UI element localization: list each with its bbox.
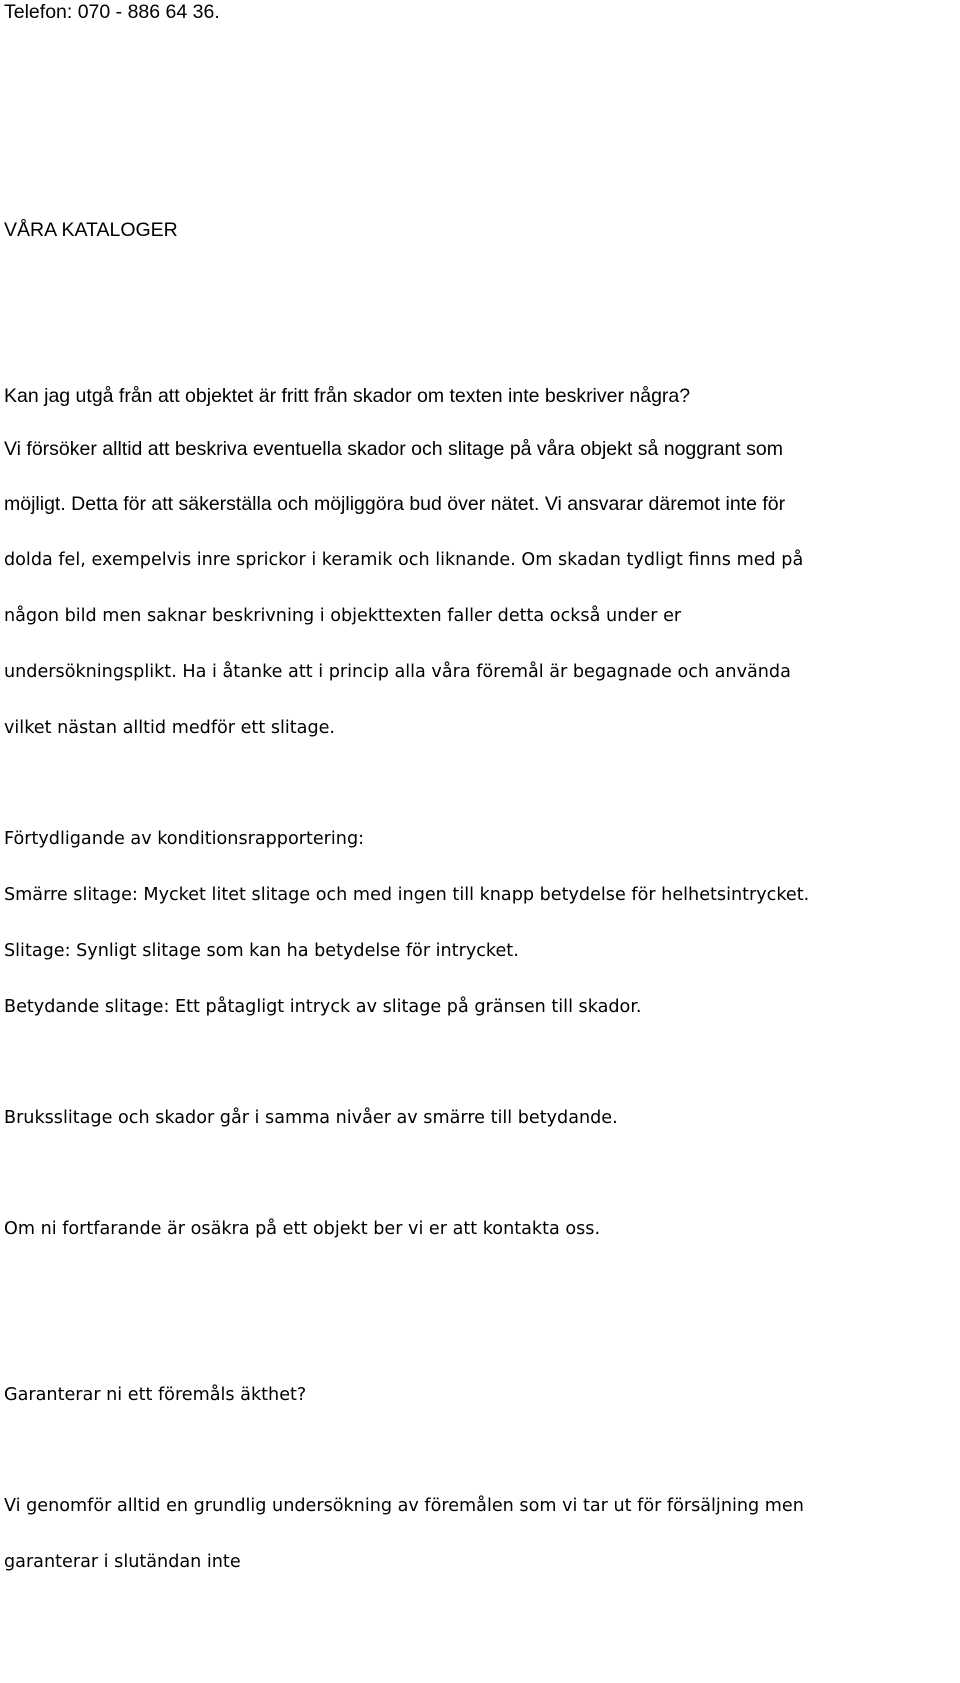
faq-damage-answer-line: möjligt. Detta för att säkerställa och möjliggöra bud över nätet. Vi ansvarar däremot inte för <box>4 493 786 515</box>
faq-authenticity-answer-line: Vi genomför alltid en grundlig undersökning av föremålen som vi tar ut för försäljning men <box>4 1496 804 1516</box>
condition-item: Smärre slitage: Mycket litet slitage och med ingen till knapp betydelse för helhetsintrycket. <box>4 885 810 905</box>
faq-damage-question: Kan jag utgå från att objektet är fritt från skador om texten inte beskriver några? <box>4 385 691 407</box>
condition-note: Bruksslitage och skador går i samma nivåer av smärre till betydande. <box>4 1108 618 1128</box>
faq-damage-answer-line: någon bild men saknar beskrivning i objekttexten faller detta också under er <box>4 606 682 626</box>
catalogs-heading: VÅRA KATALOGER <box>4 219 178 241</box>
condition-heading: Förtydligande av konditionsrapportering: <box>4 829 365 849</box>
contact-note: Om ni fortfarande är osäkra på ett objekt ber vi er att kontakta oss. <box>4 1219 601 1239</box>
faq-authenticity-answer-line: garanterar i slutändan inte <box>4 1552 241 1572</box>
faq-authenticity-question: Garanterar ni ett föremåls äkthet? <box>4 1385 307 1405</box>
faq-damage-answer-line: Vi försöker alltid att beskriva eventuella skador och slitage på våra objekt så noggrant som <box>4 438 783 460</box>
faq-damage-answer-line: vilket nästan alltid medför ett slitage. <box>4 718 336 738</box>
faq-damage-answer-line: dolda fel, exempelvis inre sprickor i keramik och liknande. Om skadan tydligt finns med på <box>4 550 804 570</box>
phone-number: Telefon: 070 - 886 64 36. <box>4 1 220 23</box>
faq-damage-answer-line: undersökningsplikt. Ha i åtanke att i princip alla våra föremål är begagnade och använda <box>4 662 791 682</box>
condition-item: Slitage: Synligt slitage som kan ha betydelse för intrycket. <box>4 941 519 961</box>
condition-item: Betydande slitage: Ett påtagligt intryck av slitage på gränsen till skador. <box>4 997 642 1017</box>
